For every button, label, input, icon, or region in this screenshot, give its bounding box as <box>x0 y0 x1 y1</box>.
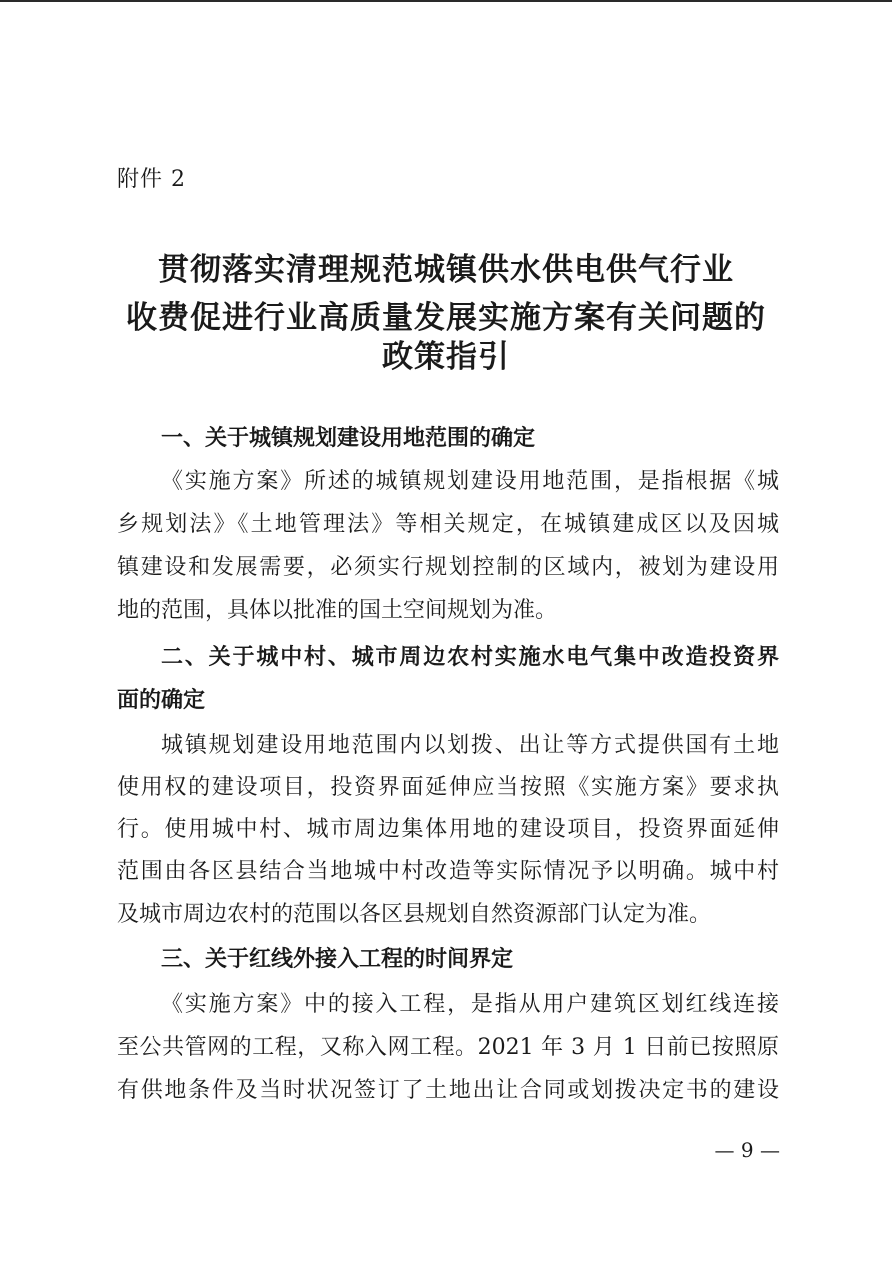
section-3-body-line: 有供地条件及当时状况签订了土地出让合同或划拨决定书的建设 <box>117 1078 779 1103</box>
section-2-body-line: 范围由各区县结合当地城中村改造等实际情况予以明确。城中村 <box>117 859 779 884</box>
section-3-heading: 三、关于红线外接入工程的时间界定 <box>161 947 514 972</box>
document-title-line-3: 政策指引 <box>382 339 510 375</box>
document-title-line-2: 收费促进行业高质量发展实施方案有关问题的 <box>126 300 766 336</box>
section-1-body-line: 地的范围，具体以批准的国土空间规划为准。 <box>117 598 558 623</box>
section-1-heading: 一、关于城镇规划建设用地范围的确定 <box>161 426 536 451</box>
attachment-label: 附件 2 <box>117 167 186 192</box>
section-2-body-line: 及城市周边农村的范围以各区县规划自然资源部门认定为准。 <box>117 902 712 927</box>
section-2-body-line: 城镇规划建设用地范围内以划拨、出让等方式提供国有土地 <box>161 733 779 758</box>
section-1-body-line: 《实施方案》所述的城镇规划建设用地范围，是指根据《城 <box>161 469 779 494</box>
section-2-heading: 二、关于城中村、城市周边农村实施水电气集中改造投资界 <box>161 645 779 670</box>
section-3-body-line: 《实施方案》中的接入工程，是指从用户建筑区划红线连接 <box>161 992 779 1017</box>
page-number: — 9 — <box>714 1138 780 1162</box>
section-2-body-line: 行。使用城中村、城市周边集体用地的建设项目，投资界面延伸 <box>117 817 779 842</box>
section-2-heading-continued: 面的确定 <box>117 688 206 713</box>
section-3-body-line: 至公共管网的工程，又称入网工程。2021 年 3 月 1 日前已按照原 <box>117 1035 779 1060</box>
section-2-body-line: 使用权的建设项目，投资界面延伸应当按照《实施方案》要求执 <box>117 775 779 800</box>
section-1-body-line: 乡规划法》《土地管理法》等相关规定，在城镇建成区以及因城 <box>117 512 779 537</box>
section-1-body-line: 镇建设和发展需要，必须实行规划控制的区域内，被划为建设用 <box>117 555 779 580</box>
document-title-line-1: 贯彻落实清理规范城镇供水供电供气行业 <box>158 252 734 288</box>
top-border-rule <box>0 0 892 2</box>
